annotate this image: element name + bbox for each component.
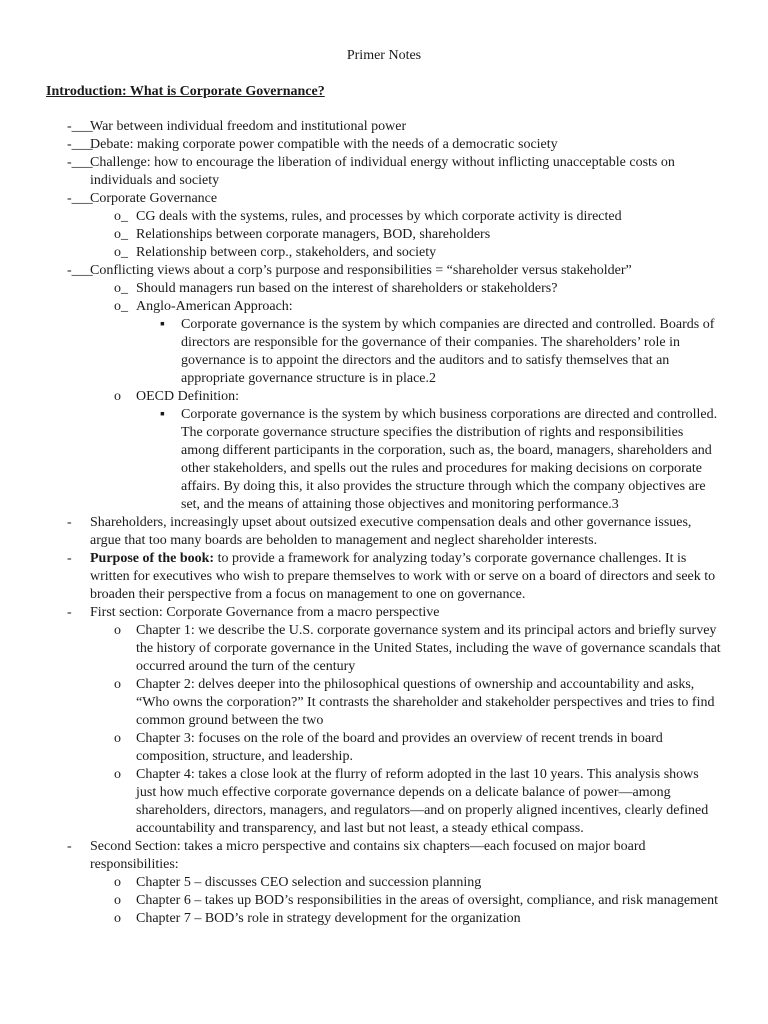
circle-bullet-marker: o xyxy=(114,893,121,908)
outline-body xyxy=(0,118,768,928)
outline-item-text: OECD Definition: xyxy=(136,389,240,404)
outline-item-text: Chapter 1: we describe the U.S. corporate governance system and its principal actors and briefly survey the history of corporate governance in the United States, including the wave of governance scandals that occurred around the turn of the century xyxy=(136,623,721,674)
outline-item xyxy=(0,514,768,550)
outline-item xyxy=(0,298,768,316)
outline-item xyxy=(0,550,768,604)
dash-bullet-marker: - xyxy=(67,605,72,620)
outline-item-text xyxy=(90,550,722,604)
outline-item xyxy=(0,766,768,838)
outline-item xyxy=(0,244,768,262)
page-title: Primer Notes xyxy=(346,48,422,63)
circle-bullet-marker: o xyxy=(114,677,121,692)
circle-bullet-marker: o_ xyxy=(114,227,128,242)
outline-item-text: Corporate governance is the system by which business corporations are directed and controlled. The corporate governance structure specifies the distribution of rights and responsibilities among different participants in the corporation, such as, the board, managers, shareholders and other stakeholders, and spells out the rules and procedures for making decisions on corporate affairs. By doing this, it also provides the structure through which the company objectives are set, and the means of attaining those objectives and monitoring performance.3 xyxy=(181,407,718,512)
dash-bullet-marker: - xyxy=(67,515,72,530)
outline-item-text: Second Section: takes a micro perspective and contains six chapters—each focused on major board responsibilities: xyxy=(90,839,646,872)
outline-item-text: CG deals with the systems, rules, and processes by which corporate activity is directed xyxy=(136,209,622,224)
outline-item-text: Chapter 7 – BOD’s role in strategy development for the organization xyxy=(136,911,521,926)
dash-bullet-marker: -___ xyxy=(67,191,93,206)
section-heading: Introduction: What is Corporate Governance? xyxy=(46,84,325,99)
circle-bullet-marker: o xyxy=(114,767,121,782)
circle-bullet-marker: o_ xyxy=(114,299,128,314)
outline-item xyxy=(0,388,768,406)
outline-item xyxy=(0,190,768,208)
circle-bullet-marker: o xyxy=(114,911,121,926)
outline-item xyxy=(0,730,768,766)
outline-item xyxy=(0,280,768,298)
outline-item-text: Chapter 2: delves deeper into the philosophical questions of ownership and accountability and asks, “Who owns the corporation?” It contrasts the shareholder and stakeholder perspectives and tries to find common ground between the two xyxy=(136,677,715,728)
outline-item-text: Chapter 3: focuses on the role of the board and provides an overview of recent trends in board composition, structure, and leadership. xyxy=(136,731,663,764)
square-bullet-icon: ▪ xyxy=(160,317,165,332)
outline-item-text: Anglo-American Approach: xyxy=(136,299,293,314)
outline-item xyxy=(0,604,768,622)
outline-item-text: First section: Corporate Governance from a macro perspective xyxy=(90,605,440,620)
circle-bullet-marker: o xyxy=(114,731,121,746)
outline-item-text: Relationships between corporate managers, BOD, shareholders xyxy=(136,227,491,242)
circle-bullet-marker: o xyxy=(114,875,121,890)
outline-item xyxy=(0,838,768,874)
outline-item xyxy=(0,208,768,226)
outline-item xyxy=(0,892,768,910)
square-bullet-icon: ▪ xyxy=(160,407,165,422)
outline-item xyxy=(0,118,768,136)
outline-item xyxy=(0,154,768,190)
dash-bullet-marker: - xyxy=(67,839,72,854)
outline-item-text: Corporate governance is the system by which companies are directed and controlled. Boards of directors are responsible for the governance of their companies. The shareholders’ role in governance is to appoint the directors and the auditors and to satisfy themselves that an appropriate governance structure is in place.2 xyxy=(181,317,715,386)
outline-item-text: Corporate Governance xyxy=(90,191,218,206)
bold-lead-text: Purpose of the book: xyxy=(90,551,215,566)
outline-item xyxy=(0,910,768,928)
outline-item-text: Chapter 4: takes a close look at the flurry of reform adopted in the last 10 years. This analysis shows just how much effective corporate governance depends on a delicate balance of power—among shareholders, directors, managers, and regulators—and on properly aligned incentives, clearly defined accountability and transparency, and last but not least, a steady ethical compass. xyxy=(136,767,709,836)
circle-bullet-marker: o xyxy=(114,389,121,404)
outline-item-text: Challenge: how to encourage the liberation of individual energy without inflicting unacceptable costs on individuals and society xyxy=(90,155,675,188)
outline-item xyxy=(0,316,768,388)
outline-item-text: Conflicting views about a corp’s purpose and responsibilities = “shareholder versus stakeholder” xyxy=(90,263,632,278)
outline-item-text: Relationship between corp., stakeholders, and society xyxy=(136,245,437,260)
outline-item xyxy=(0,136,768,154)
outline-item xyxy=(0,406,768,514)
dash-bullet-marker: -___ xyxy=(67,155,93,170)
outline-item xyxy=(0,226,768,244)
outline-item-text: Debate: making corporate power compatible with the needs of a democratic society xyxy=(90,137,558,152)
circle-bullet-marker: o xyxy=(114,623,121,638)
outline-item xyxy=(0,676,768,730)
outline-item-rest-text: to provide a framework for analyzing today’s corporate governance challenges. It is written for executives who wish to prepare themselves to work with or serve on a board of directors and seek to broaden their perspective from a focus on management to one on governance. xyxy=(90,551,716,602)
outline-item xyxy=(0,874,768,892)
dash-bullet-marker: - xyxy=(67,551,72,566)
dash-bullet-marker: -___ xyxy=(67,137,93,152)
outline-item-text: Shareholders, increasingly upset about outsized executive compensation deals and other governance issues, argue that too many boards are beholden to management and neglect shareholder interests. xyxy=(90,515,692,548)
outline-item-text: Chapter 6 – takes up BOD’s responsibilities in the areas of oversight, compliance, and risk management xyxy=(136,893,719,908)
outline-item-text: Chapter 5 – discusses CEO selection and succession planning xyxy=(136,875,482,890)
outline-item xyxy=(0,262,768,280)
circle-bullet-marker: o_ xyxy=(114,209,128,224)
circle-bullet-marker: o_ xyxy=(114,281,128,296)
dash-bullet-marker: -___ xyxy=(67,119,93,134)
outline-item xyxy=(0,622,768,676)
outline-item-text: War between individual freedom and institutional power xyxy=(90,119,407,134)
outline-item-text: Should managers run based on the interest of shareholders or stakeholders? xyxy=(136,281,558,296)
circle-bullet-marker: o_ xyxy=(114,245,128,260)
dash-bullet-marker: -___ xyxy=(67,263,93,278)
